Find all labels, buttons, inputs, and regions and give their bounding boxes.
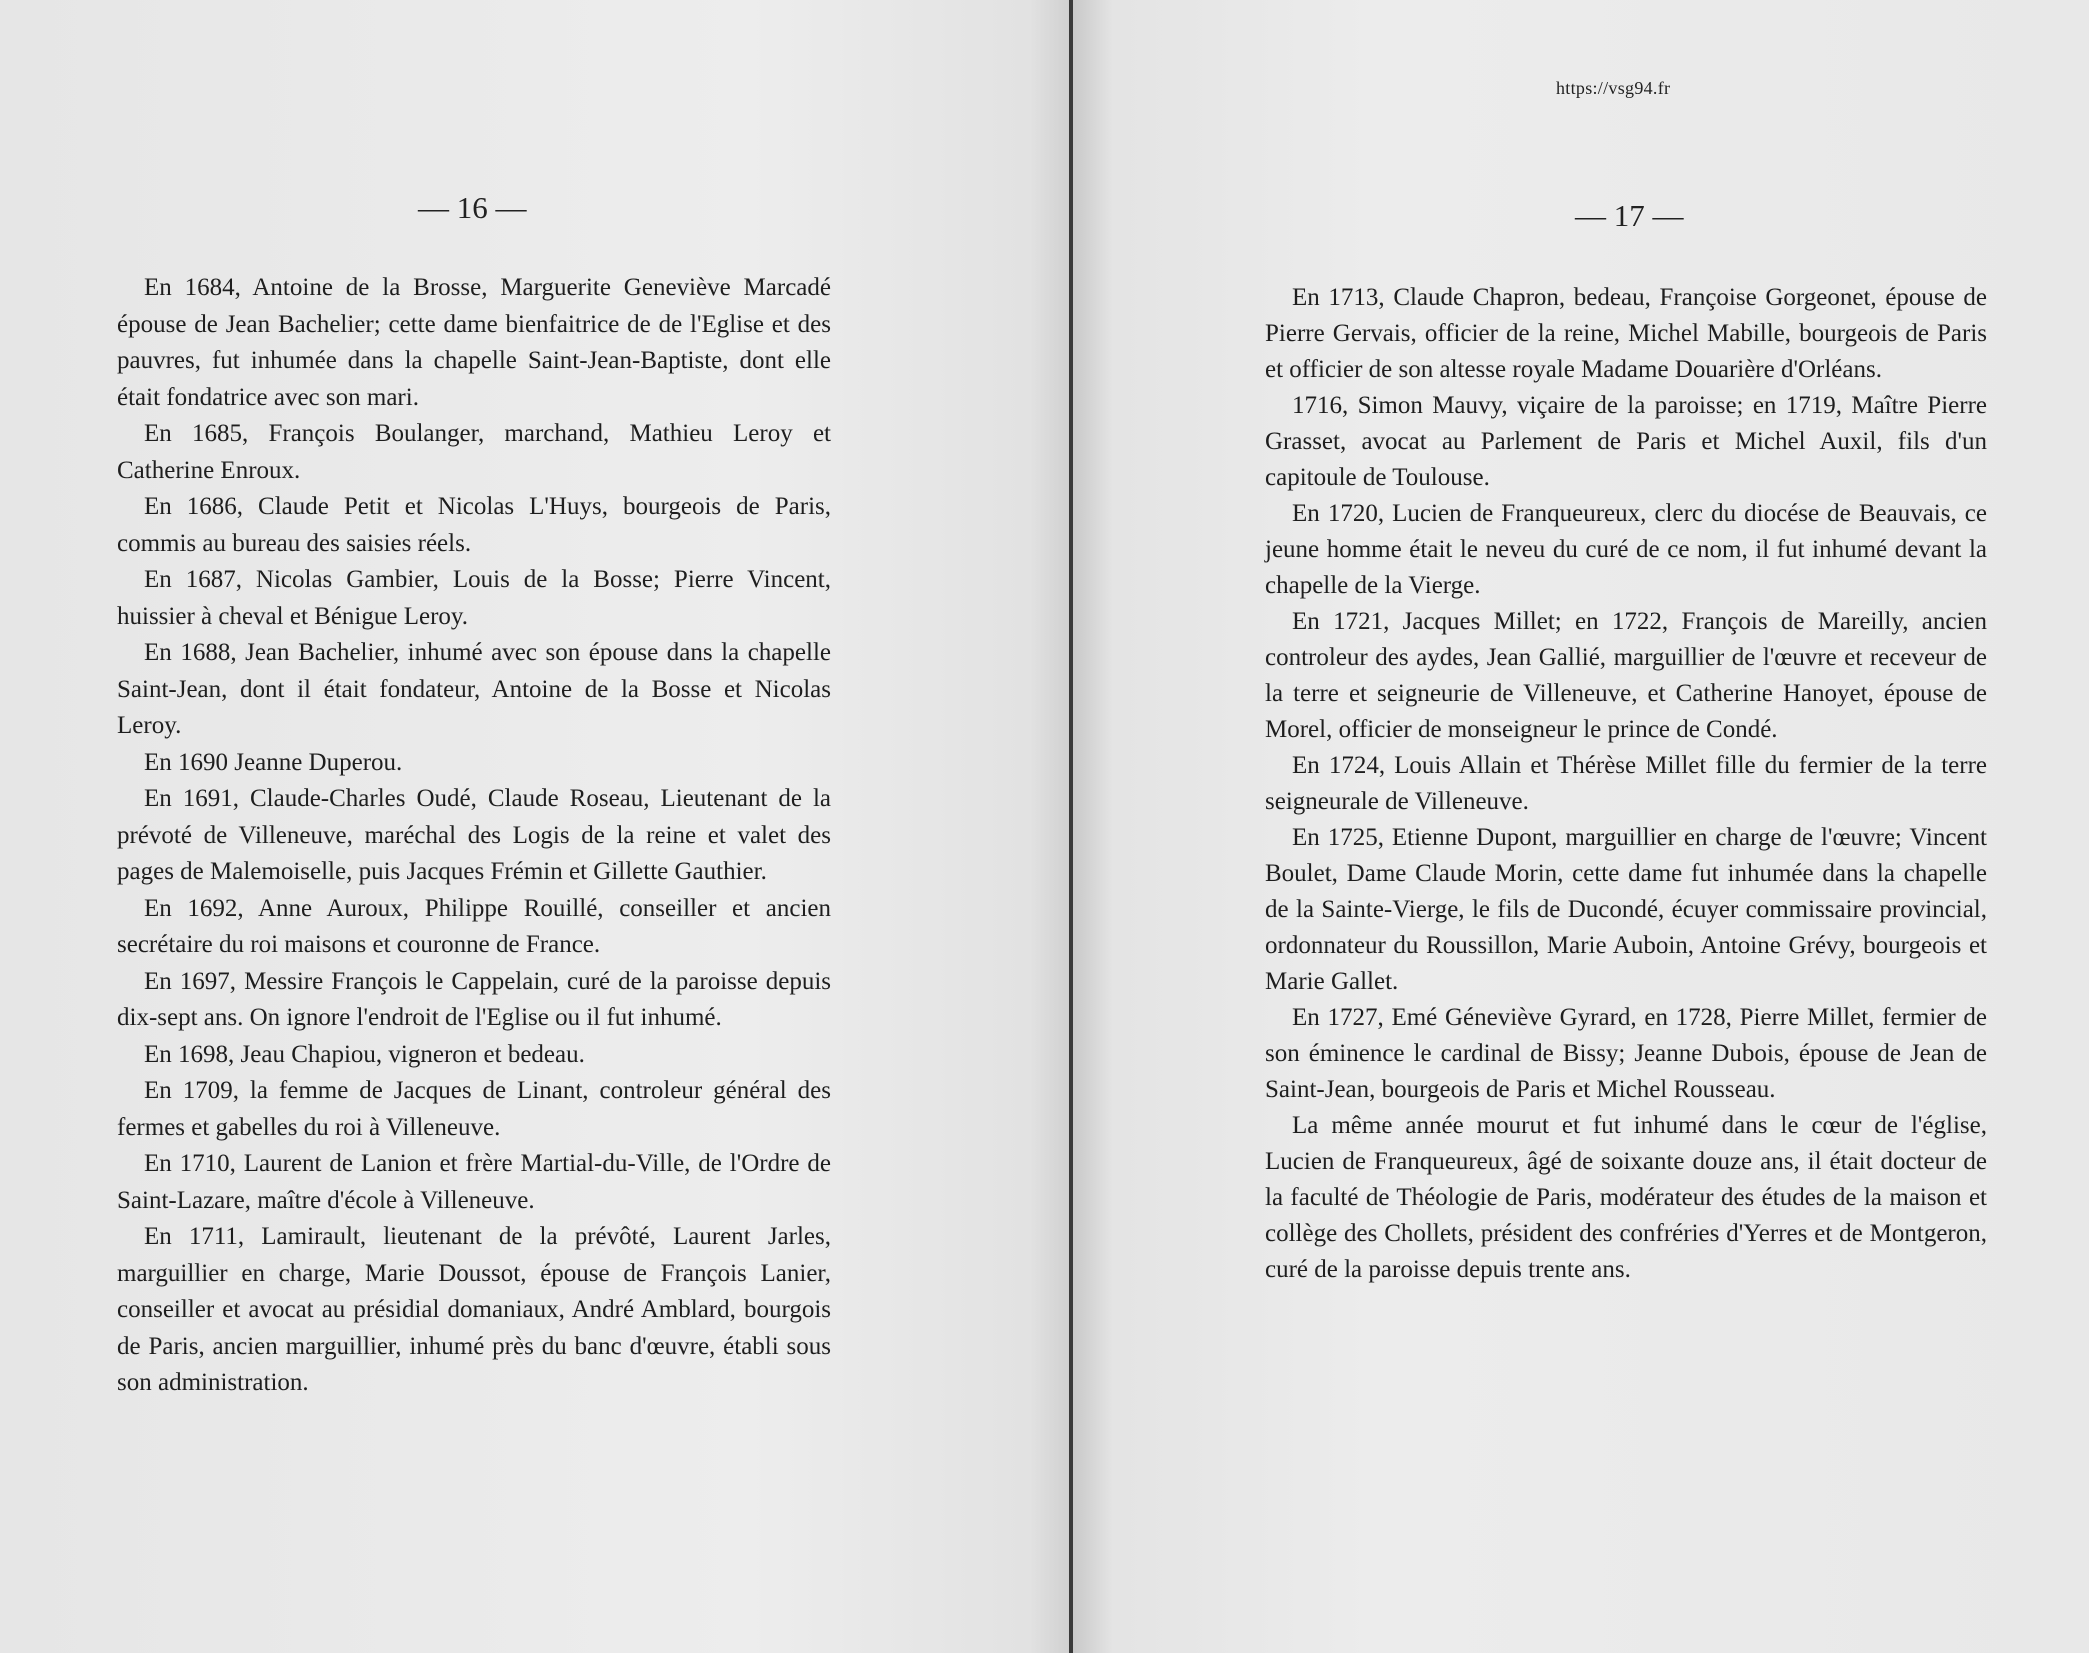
paragraph: En 1709, la femme de Jacques de Linant, controleur général des fermes et gabelles du roi à Villeneuve.: [117, 1077, 831, 1141]
paragraph: En 1684, Antoine de la Brosse, Marguerite Geneviève Marcadé épouse de Jean Bachelier; cette dame bienfaitrice de de l'Eglise et des pauvres, fut inhumée dans la chapelle Saint-Jean-Baptiste, dont elle était fondatrice avec son mari.: [117, 274, 831, 411]
paragraph: En 1691, Claude-Charles Oudé, Claude Roseau, Lieutenant de la prévoté de Villeneuve, maréchal des Logis de la reine et valet des pages de Malemoiselle, puis Jacques Frémin et Gillette Gauthier.: [117, 785, 831, 885]
watermark-url: https://vsg94.fr: [1556, 78, 1671, 98]
paragraph: En 1687, Nicolas Gambier, Louis de la Bosse; Pierre Vincent, huissier à cheval et Bénigue Leroy.: [117, 566, 831, 630]
left-page-text: [117, 270, 831, 1402]
paragraph: En 1720, Lucien de Franqueureux, clerc du diocése de Beauvais, ce jeune homme était le neveu du curé de ce nom, il fut inhumé devant la chapelle de la Vierge.: [1265, 500, 1987, 599]
page-number-17: — 17 —: [1575, 198, 1684, 233]
paragraph: En 1690 Jeanne Duperou.: [144, 748, 403, 776]
page-number-16: — 16 —: [418, 190, 527, 225]
paragraph: En 1721, Jacques Millet; en 1722, François de Mareilly, ancien controleur des aydes, Jean Gallié, marguillier de l'œuvre et receveur de la terre et seigneurie de Villeneuve, et Catherine Hanoyet, épouse de Morel, officier de monseigneur le prince de Condé.: [1265, 608, 1987, 743]
paragraph: En 1725, Etienne Dupont, marguillier en charge de l'œuvre; Vincent Boulet, Dame Claude Morin, cette dame fut inhumée dans la chapelle de la Sainte-Vierge, le fils de Ducondé, écuyer commissaire provincial, ordonnateur du Roussillon, Marie Auboin, Antoine Grévy, bourgeois et Marie Gallet.: [1265, 824, 1987, 995]
paragraph: En 1698, Jeau Chapiou, vigneron et bedeau.: [144, 1040, 585, 1068]
paragraph: En 1713, Claude Chapron, bedeau, Françoise Gorgeonet, épouse de Pierre Gervais, officier de la reine, Michel Mabille, bourgeois de Paris et officier de son altesse royale Madame Douarière d'Orléans.: [1265, 284, 1987, 383]
right-page-text: [1265, 280, 1987, 1288]
paragraph: En 1686, Claude Petit et Nicolas L'Huys, bourgeois de Paris, commis au bureau des saisies réels.: [117, 493, 831, 557]
paragraph: En 1710, Laurent de Lanion et frère Martial-du-Ville, de l'Ordre de Saint-Lazare, maître d'école à Villeneuve.: [117, 1150, 831, 1214]
paragraph: La même année mourut et fut inhumé dans le cœur de l'église, Lucien de Franqueureux, âgé de soixante douze ans, il était docteur de la faculté de Théologie de Paris, modérateur des études de la maison et collège des Chollets, président des confréries d'Yerres et de Montgeron, curé de la paroisse depuis trente ans.: [1265, 1112, 1987, 1283]
paragraph: En 1711, Lamirault, lieutenant de la prévôté, Laurent Jarles, marguillier en charge, Marie Doussot, épouse de François Lanier, conseiller et avocat au présidial domaniaux, André Amblard, bourgois de Paris, ancien marguillier, inhumé près du banc d'œuvre, établi sous son administration.: [117, 1223, 831, 1396]
paragraph: En 1724, Louis Allain et Thérèse Millet fille du fermier de la terre seigneurale de Villeneuve.: [1265, 752, 1987, 815]
paragraph: En 1685, François Boulanger, marchand, Mathieu Leroy et Catherine Enroux.: [117, 420, 831, 484]
book-gutter: [1069, 0, 1073, 1653]
paragraph: En 1692, Anne Auroux, Philippe Rouillé, conseiller et ancien secrétaire du roi maisons et couronne de France.: [117, 894, 831, 958]
paragraph: En 1727, Emé Géneviève Gyrard, en 1728, Pierre Millet, fermier de son éminence le cardinal de Bissy; Jeanne Dubois, épouse de Jean de Saint-Jean, bourgeois de Paris et Michel Rousseau.: [1265, 1004, 1987, 1103]
paragraph: En 1697, Messire François le Cappelain, curé de la paroisse depuis dix-sept ans. On ignore l'endroit de l'Eglise ou il fut inhumé.: [117, 967, 831, 1031]
paragraph: 1716, Simon Mauvy, viçaire de la paroisse; en 1719, Maître Pierre Grasset, avocat au Parlement de Paris et Michel Auxil, fils d'un capitoule de Toulouse.: [1265, 392, 1987, 491]
paragraph: En 1688, Jean Bachelier, inhumé avec son épouse dans la chapelle Saint-Jean, dont il était fondateur, Antoine de la Bosse et Nicolas Leroy.: [117, 639, 831, 739]
